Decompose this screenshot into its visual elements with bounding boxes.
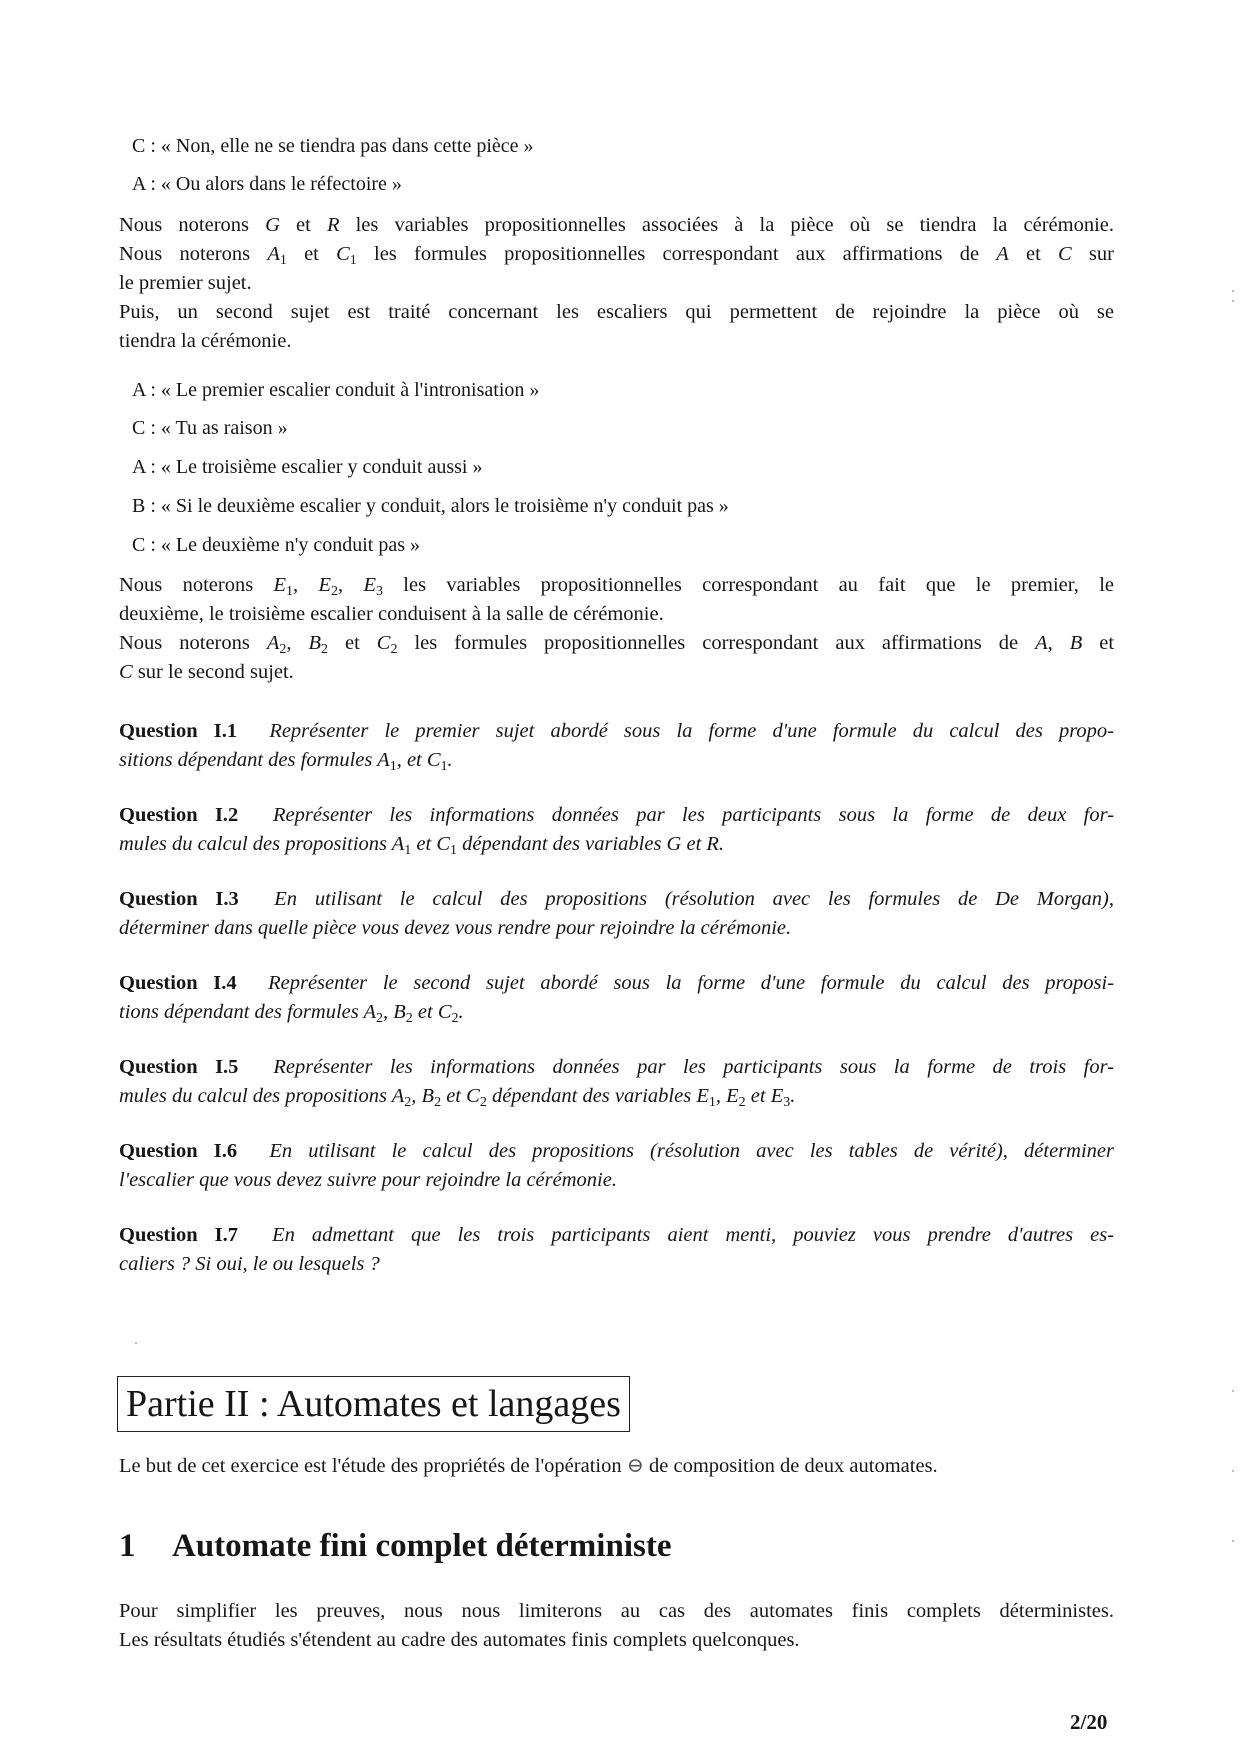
section-paragraph: Pour simplifier les preuves, nous nous limiterons au cas des automates finis complets déterministes. Les résultats étudiés s'étendent au cadre des automates finis complets quelconques. bbox=[119, 1600, 1114, 1651]
part-heading: Partie II : Automates et langages bbox=[117, 1376, 630, 1432]
dialogue-line: B : « Si le deuxième escalier y conduit, alors le troisième n'y conduit pas » bbox=[132, 495, 729, 517]
dialogue-line: A : « Le premier escalier conduit à l'intronisation » bbox=[132, 379, 540, 401]
question-i5: Question I.5 Représenter les informations données par les participants sous la forme de trois for- mules du calcul des propositions $A_2$, $B_2$ et $C_2$ dépendant des variables $E_1$, $E_2$ et $E_3$. bbox=[119, 1056, 1115, 1110]
dialogue-line: C : « Non, elle ne se tiendra pas dans cette pièce » bbox=[132, 135, 534, 157]
section-heading: 1 Automate fini complet déterministe bbox=[119, 1528, 672, 1564]
dialogue-line: C : « Le deuxième n'y conduit pas » bbox=[132, 534, 420, 556]
dialogue-line: C : « Tu as raison » bbox=[132, 417, 288, 439]
question-i1: Question I.1 Représenter le premier sujet abordé sous la forme d'une formule du calcul des propo- sitions dépendant des formules $A_1$, et $C_1$. bbox=[119, 720, 1115, 774]
scan-speck bbox=[1232, 1390, 1234, 1392]
page-number: 2/20 bbox=[1070, 1710, 1108, 1734]
scan-speck bbox=[1232, 1470, 1234, 1472]
question-i4: Question I.4 Représenter le second sujet abordé sous la forme d'une formule du calcul des proposi- tions dépendant des formules $A_2$, $B_2$ et $C_2$. bbox=[119, 972, 1115, 1026]
dialogue-line: A : « Le troisième escalier y conduit aussi » bbox=[132, 456, 483, 478]
dialogue-line: A : « Ou alors dans le réfectoire » bbox=[132, 173, 402, 195]
scan-speck bbox=[135, 1342, 137, 1344]
question-i3: Question I.3 En utilisant le calcul des propositions (résolution avec les formules de De Morgan), déterminer dans quelle pièce vous devez vous rendre pour rejoindre la cérémonie. bbox=[119, 888, 1115, 939]
paragraph-variables: Nous noterons G et R les variables propositionnelles associées à la pièce où se tiendra la cérémonie. Nous noterons $A_1$ et $C_1$ les formules propositionnelles correspondant aux affirmations de A et C sur le premier sujet. Puis, un second sujet est traité concernant les escaliers qui permettent de rejoindre la pièce où se tiendra la cérémonie. bbox=[119, 214, 1114, 352]
paragraph-stair-variables: Nous noterons $E_1$, $E_2$, $E_3$ les variables propositionnelles correspondant au fait que le premier, le deuxième, le troisième escalier conduisent à la salle de cérémonie. Nous noterons $A_2$, $B_2$ et $C_2$ les formules propositionnelles correspondant aux affirmations de A, B et C sur le second sujet. bbox=[119, 574, 1115, 683]
scan-speck bbox=[1232, 1540, 1234, 1542]
question-i2: Question I.2 Représenter les informations données par les participants sous la forme de deux for- mules du calcul des propositions $A_1$ et $C_1$ dépendant des variables G et R. bbox=[119, 804, 1115, 858]
question-i7: Question I.7 En admettant que les trois participants aient menti, pouviez vous prendre d'autres es- caliers ? Si oui, le ou lesquels ? bbox=[119, 1224, 1115, 1275]
scan-speck bbox=[1232, 300, 1234, 302]
part-intro: Le but de cet exercice est l'étude des propriétés de l'opération ⊖ de composition de deux automates. bbox=[119, 1455, 938, 1477]
scan-speck bbox=[1232, 290, 1234, 292]
question-i6: Question I.6 En utilisant le calcul des propositions (résolution avec les tables de vérité), déterminer l'escalier que vous devez suivre pour rejoindre la cérémonie. bbox=[119, 1140, 1114, 1191]
